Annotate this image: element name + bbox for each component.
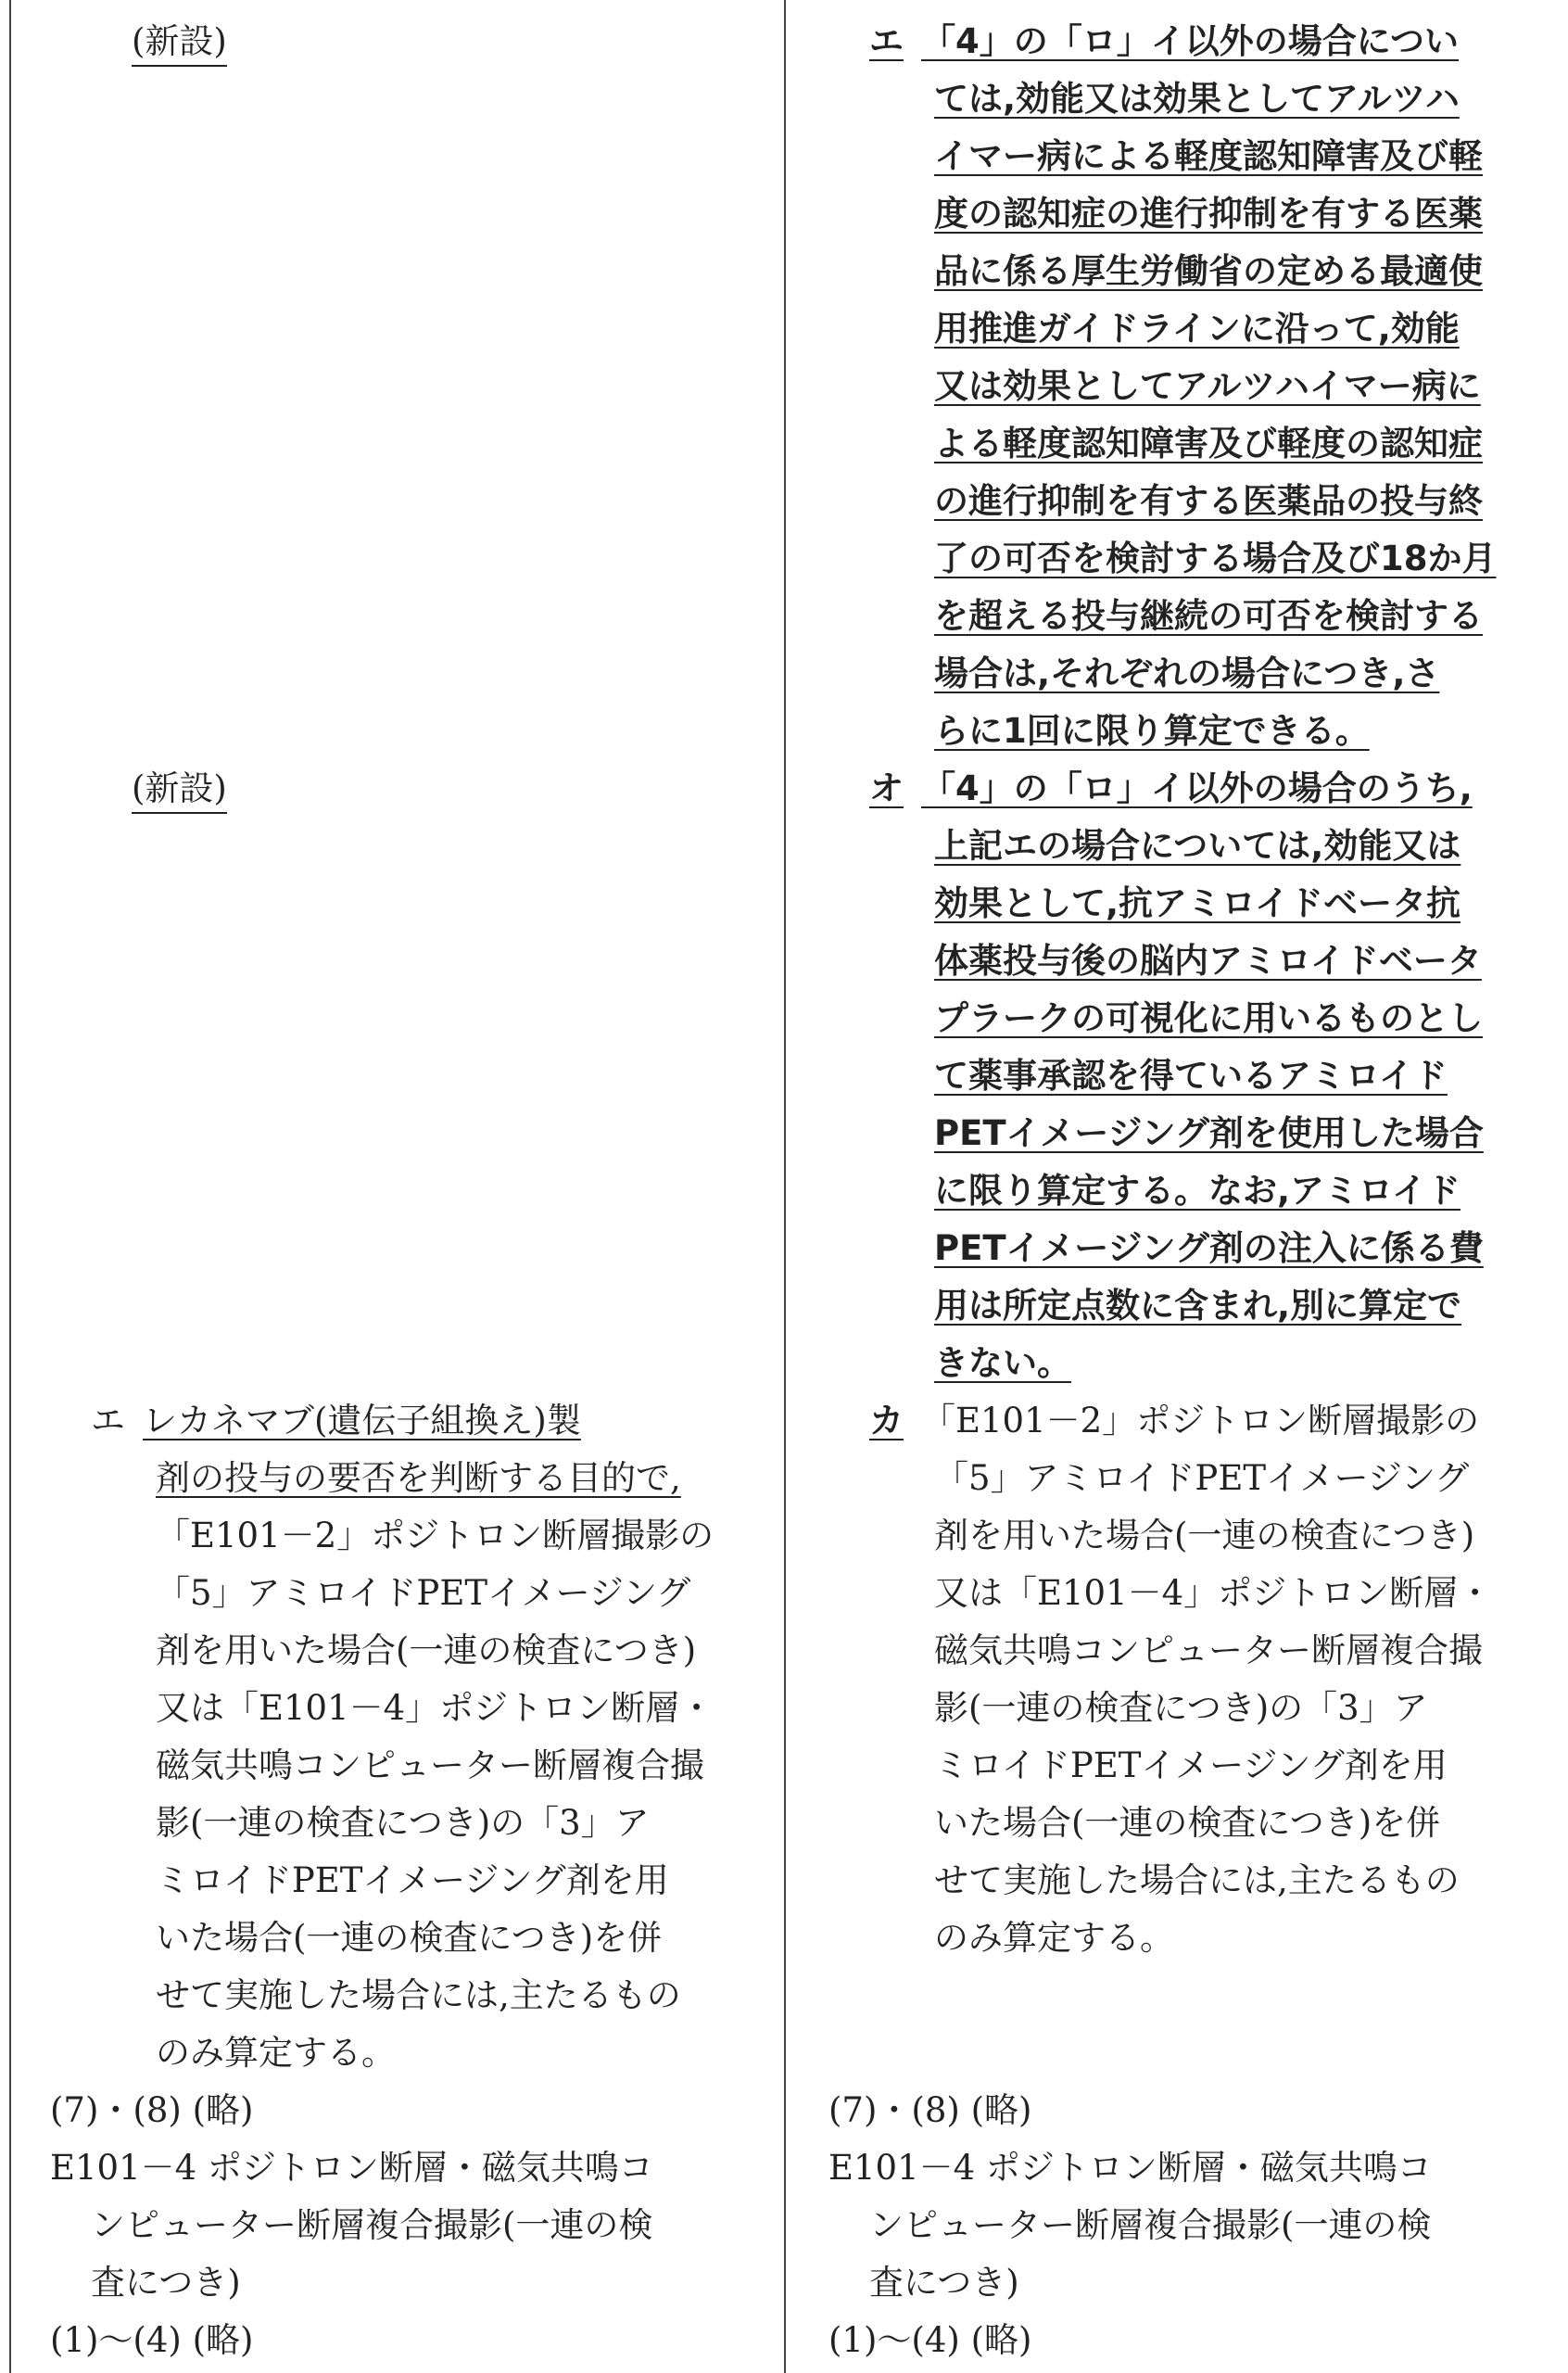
new-section-tag-1	[91, 13, 777, 70]
right-o-text: PETイメージング剤を使用した場合	[934, 1113, 1484, 1153]
item-e-line-8: ミロイドPETイメージング剤を用	[156, 1860, 669, 1900]
right-o-mark: オ	[869, 768, 904, 808]
right-ka-line-7: いた場合(一連の検査につき)を併	[934, 1803, 1441, 1843]
e101-4-heading-line-0: E101－4 ポジトロン断層・磁気共鳴コ	[50, 2148, 653, 2188]
item-e-text: レカネマブ(遺伝子組換え)製	[143, 1401, 581, 1440]
right-e-text: 用推進ガイドラインに沿って,効能	[934, 309, 1460, 349]
right-ka-line-9: のみ算定する。	[934, 1918, 1174, 1958]
right-e-line-5	[869, 300, 1555, 358]
right-o-line-0	[869, 760, 1555, 818]
right-o-line-1	[869, 818, 1555, 875]
right-e-text: 「4」の「ロ」イ以外の場合につい	[921, 21, 1460, 61]
omitted-7-8: (7)・(8) (略)	[828, 2090, 1032, 2130]
right-e-text: の進行抑制を有する医薬品の投与終	[934, 481, 1483, 521]
item-e-line-7: 影(一連の検査につき)の「3」ア	[156, 1803, 650, 1843]
right-o-text: 体薬投与後の脳内アミロイドベータ	[934, 941, 1482, 981]
right-e-line-8	[869, 473, 1555, 530]
right-e-text: を超える投与継続の可否を検討する	[934, 596, 1483, 636]
item-e-line-9: いた場合(一連の検査につき)を併	[156, 1918, 663, 1958]
right-ka-line-0	[869, 1392, 1555, 1450]
right-o-text: PETイメージング剤の注入に係る費	[934, 1228, 1484, 1268]
right-e-line-9	[869, 530, 1555, 588]
right-o-text: 上記エの場合については,効能又は	[934, 826, 1461, 866]
right-e-text: 場合は,それぞれの場合につき,さ	[934, 654, 1440, 693]
right-o-text: 用は所定点数に含まれ,別に算定で	[934, 1286, 1462, 1326]
right-o-text: に限り算定する。なお,アミロイド	[934, 1171, 1461, 1211]
e101-4-heading-line-2: 査につき)	[91, 2263, 241, 2303]
right-ka-line-5: 影(一連の検査につき)の「3」ア	[934, 1688, 1428, 1728]
right-item-o	[869, 760, 1555, 1392]
right-ka-line-2: 剤を用いた場合(一連の検査につき)	[934, 1516, 1475, 1555]
right-e-line-3	[869, 185, 1555, 243]
right-o-line-10	[869, 1335, 1555, 1392]
right-o-line-6	[869, 1105, 1555, 1162]
right-e-text: ては,効能又は効果としてアルツハ	[934, 79, 1460, 119]
e101-4-heading-line-2: 査につき)	[869, 2263, 1019, 2303]
right-e-text: 了の可否を検討する場合及び18か月	[934, 539, 1497, 578]
new-tag-text: (新設)	[132, 19, 227, 67]
item-e-line-1	[91, 1450, 777, 1507]
right-ka-mark: カ	[869, 1401, 904, 1440]
left-item-e	[91, 1392, 777, 2082]
left-trailing-sections	[50, 2082, 777, 2369]
right-e-text: 又は効果としてアルツハイマー病に	[934, 366, 1481, 406]
right-e-line-2	[869, 128, 1555, 185]
right-e-text: らに1回に限り算定できる。	[934, 711, 1370, 751]
left-border-rule	[9, 0, 11, 2373]
item-e-line-2: 「E101－2」ポジトロン断層撮影の	[156, 1516, 714, 1555]
right-e-text: 品に係る厚生労働省の定める最適使	[934, 251, 1483, 291]
new-section-tag-2	[91, 760, 777, 818]
right-e-line-11	[869, 645, 1555, 703]
column-divider-rule	[784, 0, 786, 2373]
e101-4-heading-line-0: E101－4 ポジトロン断層・磁気共鳴コ	[828, 2148, 1432, 2188]
e101-4-heading-line-1: ンピューター断層複合撮影(一連の検	[869, 2205, 1432, 2245]
right-e-line-4	[869, 243, 1555, 300]
right-o-line-3	[869, 933, 1555, 990]
right-o-line-9	[869, 1277, 1555, 1335]
blank-space	[91, 70, 777, 760]
right-item-e	[869, 13, 1555, 760]
right-e-line-1	[869, 70, 1555, 128]
right-ka-line-8: せて実施した場合には,主たるもの	[934, 1860, 1460, 1900]
right-e-mark: エ	[869, 21, 904, 61]
right-e-line-7	[869, 415, 1555, 473]
right-o-line-7	[869, 1162, 1555, 1220]
item-e-line-4: 剤を用いた場合(一連の検査につき)	[156, 1631, 697, 1670]
item-e-line-6: 磁気共鳴コンピューター断層複合撮	[156, 1745, 704, 1785]
right-o-text: て薬事承認を得ているアミロイド	[934, 1056, 1448, 1096]
item-e-text: 剤の投与の要否を判断する目的で,	[156, 1458, 681, 1498]
right-e-text: 度の認知症の進行抑制を有する医薬	[934, 194, 1483, 234]
right-ka-line-4: 磁気共鳴コンピューター断層複合撮	[934, 1631, 1483, 1670]
revised-text-column	[828, 13, 1555, 2369]
right-o-text: プラークの可視化に用いるものとし	[934, 998, 1483, 1038]
right-o-line-4	[869, 990, 1555, 1047]
right-e-text: よる軽度認知障害及び軽度の認知症	[934, 424, 1483, 463]
blank-space	[869, 1967, 1555, 2082]
right-ka-text: 「E101－2」ポジトロン断層撮影の	[921, 1401, 1480, 1440]
right-e-text: イマー病による軽度認知障害及び軽	[934, 136, 1483, 176]
right-e-line-12	[869, 703, 1555, 760]
new-tag-text: (新設)	[132, 766, 227, 814]
right-e-line-0	[869, 13, 1555, 70]
omitted-1-4: (1)～(4) (略)	[828, 2320, 1032, 2360]
right-ka-line-1: 「5」アミロイドPETイメージング	[934, 1458, 1470, 1498]
e101-4-heading-line-1: ンピューター断層複合撮影(一連の検	[91, 2205, 653, 2245]
item-e-line-0	[91, 1392, 777, 1450]
right-e-line-6	[869, 358, 1555, 415]
item-e-mark: エ	[91, 1401, 125, 1440]
right-o-text: 効果として,抗アミロイドベータ抗	[934, 883, 1461, 923]
omitted-7-8: (7)・(8) (略)	[50, 2090, 254, 2130]
right-item-ka	[869, 1392, 1555, 1967]
right-o-line-5	[869, 1047, 1555, 1105]
right-o-text: きない。	[934, 1343, 1071, 1383]
right-o-text: 「4」の「ロ」イ以外の場合のうち,	[921, 768, 1473, 808]
item-e-line-11: のみ算定する。	[156, 2033, 396, 2073]
item-e-line-3: 「5」アミロイドPETイメージング	[156, 1573, 691, 1613]
right-o-line-8	[869, 1220, 1555, 1277]
right-ka-line-6: ミロイドPETイメージング剤を用	[934, 1745, 1448, 1785]
item-e-line-5: 又は「E101－4」ポジトロン断層・	[156, 1688, 714, 1728]
right-e-line-10	[869, 588, 1555, 645]
item-e-line-10: せて実施した場合には,主たるもの	[156, 1975, 681, 2015]
current-text-column	[50, 13, 777, 2369]
blank-space	[91, 818, 777, 1392]
omitted-1-4: (1)～(4) (略)	[50, 2320, 254, 2360]
right-o-line-2	[869, 875, 1555, 933]
right-ka-line-3: 又は「E101－4」ポジトロン断層・	[934, 1573, 1493, 1613]
right-trailing-sections	[828, 2082, 1555, 2369]
